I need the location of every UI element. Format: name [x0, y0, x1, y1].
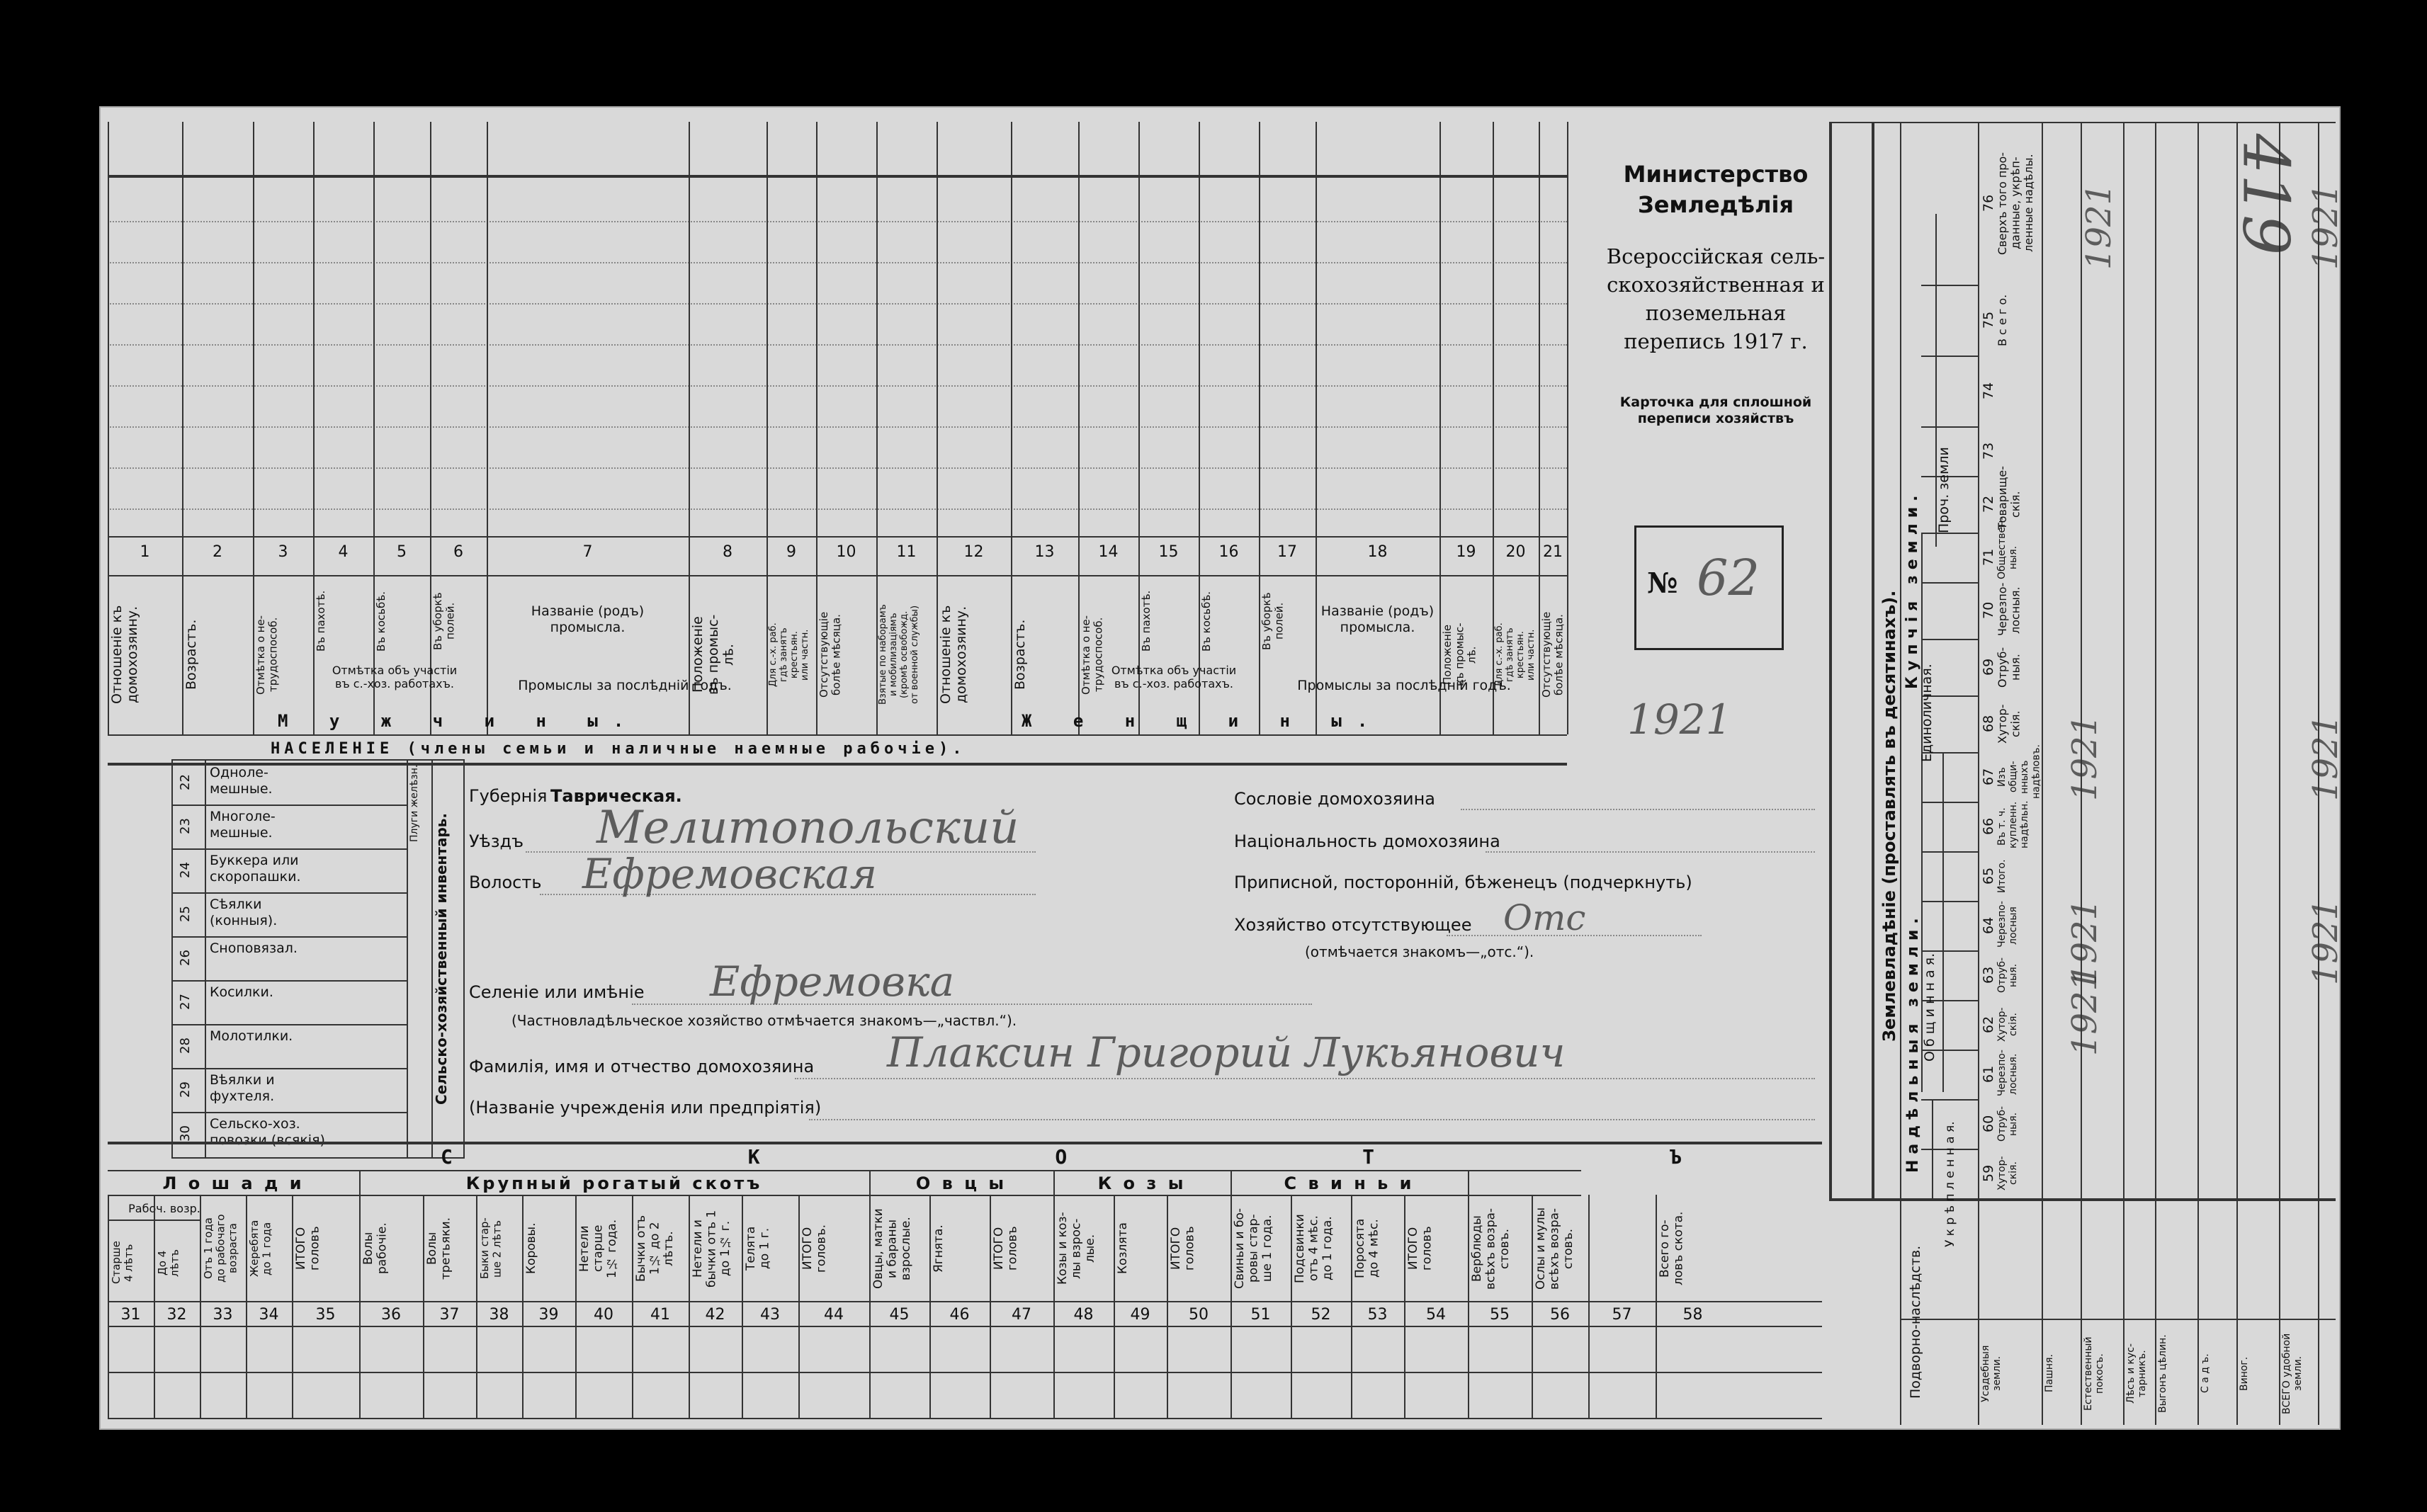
fields-area	[469, 766, 1829, 1149]
census-title: Всероссійская сель- скохозяйственная и поземельная перепись 1917 г.	[1606, 244, 1826, 354]
col-header: Названіе (родъ) промысла.	[531, 603, 645, 635]
uezd-value: Мелитопольский	[596, 802, 1019, 854]
col-header: Бычки отъ 1½ до 2 лѣтъ.	[634, 1215, 677, 1283]
col-header: Старше 4 лѣтъ	[110, 1241, 135, 1285]
col-header: Козлята	[1116, 1222, 1130, 1275]
col-number: 55	[1490, 1306, 1510, 1324]
col-header: Въ косьбѣ.	[375, 591, 387, 652]
livestock-table	[108, 1142, 1822, 1425]
obshch-label: О б щ и н н а я.	[1922, 953, 1937, 1062]
col-number: 65	[1981, 867, 1996, 885]
work-subheader-women: Отмѣтка объ участіи въ с.-хоз. работахъ.	[1111, 664, 1237, 691]
col-header: Въ т. ч. купленн. надѣльн.	[1996, 800, 2031, 848]
pripis-label: Приписной, посторонній, бѣженецъ (подчеркнуть)	[1234, 872, 1692, 892]
otsut-label: Хозяйство отсутствующее	[1234, 915, 1472, 935]
card-type: Карточка для сплошной переписи хозяйствъ	[1619, 394, 1812, 426]
usage-label: Выгонъ цѣлин.	[2157, 1334, 2168, 1413]
col-number: 11	[896, 543, 917, 561]
plow-side-label: Плуги желѣзн.	[409, 764, 420, 842]
rab-line	[108, 1220, 200, 1221]
col-number: 61	[1981, 1065, 1996, 1084]
col-header	[1591, 1198, 1653, 1299]
row-line	[1829, 122, 2336, 123]
col-header: Овцы, матки и бараны взрослые.	[871, 1208, 914, 1289]
col-number: 50	[1189, 1306, 1209, 1324]
inventory-title: Сельско-хозяйственный инвентарь.	[433, 813, 450, 1105]
col-number: 37	[439, 1306, 460, 1324]
kupch-label: Купчія земли.	[1903, 489, 1921, 689]
livestock-group: О в ц ы	[915, 1173, 1007, 1193]
number-value: 62	[1697, 549, 1760, 607]
col-number: 6	[453, 543, 463, 561]
livestock-group: Л о ш а д и	[162, 1173, 305, 1193]
col-header: Отъ 1 года до рабочаго возраста	[202, 1214, 239, 1283]
col-number: 7	[582, 543, 593, 561]
col-header: Въ уборкѣ полей.	[431, 592, 457, 650]
col-header: Изъ общи- нныхъ надѣловъ.	[1996, 744, 2042, 799]
row-line	[108, 467, 1567, 469]
fio-label: Фамилія, имя и отчество домохозяина	[469, 1057, 815, 1076]
col-number: 68	[1981, 715, 1996, 733]
inventory-row-number: 24	[178, 862, 193, 879]
col-header	[1996, 429, 2040, 473]
col-number: 15	[1158, 543, 1179, 561]
usage-label: Лѣсъ и кус- тарникъ.	[2125, 1343, 2149, 1404]
col-number: 5	[397, 543, 407, 561]
ukrepl-label: У к р ѣ п л е н н а я.	[1943, 1121, 1957, 1247]
col-number: 14	[1098, 543, 1119, 561]
otsut-note: (отмѣчается знакомъ—„отс.“).	[1305, 943, 1534, 960]
col-number: 4	[338, 543, 349, 561]
col-number: 34	[259, 1306, 279, 1324]
col-number: 45	[889, 1306, 910, 1324]
col-number: 2	[213, 543, 222, 561]
col-header: Отруб- ныя.	[1996, 647, 2022, 688]
women-label: Ж е н щ и н ы.	[1022, 711, 1384, 731]
inventory-row-label: Одноле- мешные.	[210, 765, 273, 797]
col-number: 1	[140, 543, 150, 561]
col-header	[1996, 358, 2040, 424]
col-number: 57	[1612, 1306, 1632, 1324]
edin-label: Единоличная.	[1919, 664, 1935, 763]
col-number: 39	[538, 1306, 559, 1324]
col-header: Положеніе въ промыс- лѣ.	[1441, 623, 1478, 687]
uezd-label: Уѣздъ	[469, 831, 524, 851]
col-header: Отсутствующіе болѣе мѣсяца.	[818, 611, 843, 698]
col-header: Волы рабочіе.	[361, 1222, 390, 1275]
col-number: 35	[315, 1306, 336, 1324]
col-number: 52	[1311, 1306, 1331, 1324]
row-line	[108, 508, 1567, 510]
soslovie-label: Сословіе домохозяина	[1234, 789, 1436, 809]
col-number: 40	[594, 1306, 613, 1324]
col-number: 63	[1981, 966, 1996, 984]
proch-label: Проч. земли	[1936, 447, 1952, 533]
col-header: Положеніе въ промыс- лѣ.	[690, 614, 737, 695]
col-number: 73	[1981, 442, 1996, 460]
nats-label: Національность домохозяина	[1234, 831, 1500, 851]
col-header: Для с.-х. раб. гдѣ занятъ крестьян. или частн.	[1494, 623, 1537, 687]
population-table	[108, 122, 1567, 759]
land-hand-value: 1921	[2306, 714, 2346, 802]
inventory-row-label: Вѣялки и фухтеля.	[210, 1072, 275, 1104]
row-line	[173, 936, 407, 938]
col-number: 20	[1505, 543, 1526, 561]
col-number: 48	[1073, 1306, 1094, 1324]
inventory-row-label: Молотилки.	[210, 1028, 293, 1044]
col-header: Для с.-х. раб. гдѣ занятъ крестьян. или частн.	[768, 623, 810, 687]
usage-label: Естественный покосъ.	[2083, 1336, 2106, 1411]
col-number: 49	[1130, 1306, 1150, 1324]
col-number: 10	[836, 543, 856, 561]
row-line	[173, 1024, 407, 1025]
rab-vozr-label: Рабоч. возр.	[128, 1202, 200, 1215]
col-header: Козы и коз- лы взрос- лые.	[1056, 1212, 1098, 1285]
col-number: 8	[723, 543, 732, 561]
row-line	[108, 221, 1567, 222]
inventory-row-label: Сноповязал.	[210, 940, 298, 956]
col-number: 16	[1218, 543, 1239, 561]
row-line	[1921, 582, 1978, 584]
col-number: 33	[213, 1306, 233, 1324]
inventory-row-label: Сѣялки (конныя).	[210, 897, 278, 928]
col-number: 42	[705, 1306, 725, 1324]
row-line	[108, 303, 1567, 305]
inventory-row-number: 28	[178, 1038, 193, 1055]
col-header: Итого.	[1996, 859, 2008, 893]
inventory-row-label: Многоле- мешные.	[210, 809, 276, 841]
row-line	[173, 1112, 407, 1113]
col-header: Товарище- скія.	[1996, 465, 2022, 530]
land-hand-value: 1921	[2065, 714, 2105, 802]
land-hand-value: 1921	[2306, 898, 2346, 986]
col-number: 32	[166, 1306, 187, 1324]
col-number: 46	[949, 1306, 970, 1324]
col-header: Взятые по наборамъ и мобилизаціямъ (кромѣ освобожд. от военной службы)	[878, 604, 920, 705]
col-header: Обществен- ныя.	[1996, 516, 2020, 579]
inventory-row-label: Буккера или скоропашки.	[210, 853, 301, 885]
number-box	[1634, 525, 1784, 650]
fio-value: Плаксин Григорий Лукьянович	[887, 1028, 1566, 1076]
col-header: Въ уборкѣ полей.	[1260, 592, 1286, 650]
col-header: Нетели и бычки отъ 1 до 1½ г.	[691, 1210, 733, 1288]
selenie-note: (Частновладѣльческое хозяйство отмѣчается знакомъ—„частвл.“).	[511, 1012, 1017, 1029]
men-label: М у ж ч и н ы.	[278, 711, 640, 731]
col-header: Ослы и мулы всѣхъ возра- стовъ.	[1534, 1207, 1576, 1290]
census-card	[99, 106, 2346, 1430]
col-header: До 4 лѣтъ	[156, 1249, 181, 1277]
col-number: 71	[1981, 548, 1996, 567]
col-number: 36	[381, 1306, 401, 1324]
col-header: Возрастъ.	[1012, 619, 1028, 690]
col-header: Телята до 1 г.	[744, 1226, 772, 1271]
inventory-table	[171, 759, 465, 1159]
inventory-row-label: Косилки.	[210, 984, 273, 1000]
col-header: Сверхъ того про- данные, укрѣп- ленные надѣлы.	[1996, 152, 2035, 255]
row-line	[108, 426, 1567, 428]
col-number: 31	[120, 1306, 141, 1324]
col-number: 9	[786, 543, 796, 561]
guberniya-label: Губернія	[469, 786, 548, 806]
land-table	[1829, 122, 2346, 1425]
col-number: 60	[1981, 1115, 1996, 1133]
col-header: Коровы.	[524, 1222, 538, 1275]
selenie-label: Селеніе или имѣніе	[469, 982, 645, 1002]
col-header: Отсутствующіе болѣе мѣсяца.	[1540, 611, 1566, 698]
trade-subheader-men: Промыслы за послѣдній годъ.	[518, 678, 732, 693]
usage-label: Виног.	[2239, 1356, 2250, 1391]
inventory-row-number: 29	[178, 1081, 193, 1098]
usage-label: С а д ъ.	[2200, 1353, 2211, 1394]
col-header: Черезпо- лосныя.	[1996, 582, 2022, 636]
land-hand-value: 1921	[2065, 898, 2105, 986]
col-header: Волы третьяки.	[425, 1217, 453, 1280]
col-number: 38	[489, 1306, 509, 1324]
row-line	[108, 344, 1567, 346]
col-number: 43	[760, 1306, 780, 1324]
inventory-row-label: Сельско-хоз. повозки (всякія)	[210, 1116, 325, 1148]
number-label: №	[1647, 567, 1678, 600]
col-header: ИТОГО головъ	[294, 1226, 322, 1271]
col-number: 3	[278, 543, 288, 561]
row-line	[1921, 639, 1978, 640]
col-header: Въ косьбѣ.	[1200, 591, 1213, 652]
usage-label: Усадебныя земли.	[1980, 1345, 2003, 1402]
col-number: 51	[1250, 1306, 1271, 1324]
row-line	[173, 848, 407, 850]
row-line	[1921, 802, 1978, 803]
col-number: 67	[1981, 768, 1996, 786]
row-line	[108, 385, 1567, 387]
col-header: Въ пахотѣ.	[1140, 590, 1153, 652]
col-line	[487, 122, 488, 734]
row-line	[1921, 851, 1978, 853]
col-header: Свиньи и бо- ровы стар- ше 1 года.	[1233, 1208, 1275, 1289]
row-line	[173, 1068, 407, 1069]
col-number: 12	[963, 543, 984, 561]
col-header: ИТОГО головъ	[1406, 1226, 1435, 1271]
livestock-group: К о з ы	[1097, 1173, 1187, 1193]
volost-value: Ефремовская	[582, 850, 878, 898]
col-header: Быки стар- ше 2 лѣтъ	[478, 1217, 504, 1280]
col-number: 17	[1277, 543, 1297, 561]
work-subheader-men: Отмѣтка объ участіи въ с.-хоз. работахъ.	[332, 664, 458, 691]
col-line	[1316, 122, 1317, 734]
usage-label: ВСЕГО удобной земли.	[2281, 1333, 2304, 1414]
otsut-value: Отс	[1503, 897, 1586, 938]
col-number: 62	[1981, 1016, 1996, 1034]
col-number: 69	[1981, 658, 1996, 676]
col-number: 64	[1981, 916, 1996, 935]
col-header: Отношеніе къ домохозяину.	[938, 605, 969, 705]
col-line	[1567, 122, 1568, 734]
inventory-row-number: 23	[178, 818, 193, 835]
col-number: 13	[1034, 543, 1055, 561]
nadel-label: Надѣльныя земли.	[1904, 912, 1922, 1173]
col-number: 41	[650, 1306, 670, 1324]
col-number: 72	[1981, 495, 1996, 513]
col-number: 54	[1426, 1306, 1446, 1324]
col-header: Нетели старше 1½ года.	[577, 1219, 620, 1278]
col-header: Отруб- ныя.	[1996, 1105, 2020, 1142]
year-handwritten: 1921	[1627, 695, 1732, 744]
trade-subheader-women: Промыслы за послѣдній годъ.	[1297, 678, 1511, 693]
col-number: 18	[1367, 543, 1388, 561]
livestock-group: С в и н ь и	[1284, 1173, 1415, 1193]
col-header: Отмѣтка о не- трудоспособ.	[254, 615, 280, 695]
row-line	[1921, 426, 1978, 428]
col-number: 44	[824, 1306, 844, 1324]
col-header: ИТОГО головъ	[1169, 1226, 1197, 1271]
stamp-number: 419	[2228, 133, 2303, 256]
col-header: Хутор- скія.	[1996, 1007, 2020, 1042]
col-header: Жеребята до 1 года	[248, 1220, 273, 1278]
col-header: ИТОГО головъ.	[800, 1224, 829, 1273]
org-label: (Названіе учрежденія или предпріятія)	[469, 1098, 822, 1118]
col-number: 70	[1981, 601, 1996, 620]
col-number: 75	[1981, 311, 1996, 329]
land-hand-value: 1921	[2079, 183, 2120, 271]
col-number: 76	[1981, 194, 1996, 212]
row-line	[173, 980, 407, 982]
inventory-row-number: 30	[178, 1125, 193, 1142]
usage-label: Пашня.	[2044, 1354, 2055, 1393]
row-line	[108, 262, 1567, 263]
livestock-banner: С К О Т Ъ	[441, 1145, 1823, 1169]
col-number: 74	[1981, 382, 1996, 400]
land-hand-value: 1921	[2306, 183, 2346, 271]
inventory-row-number: 22	[178, 774, 193, 791]
row-line	[1921, 285, 1978, 286]
col-header: Хутор- скія.	[1996, 1156, 2020, 1191]
volost-label: Волость	[469, 872, 542, 892]
land-banner: Землевладѣніе (проставлять въ десятинахъ).	[1879, 590, 1899, 1042]
inventory-row-number: 25	[178, 906, 193, 923]
col-number: 21	[1543, 543, 1563, 561]
col-header: Возрастъ.	[183, 619, 199, 690]
col-number: 56	[1550, 1306, 1570, 1324]
col-number: 53	[1367, 1306, 1388, 1324]
col-header: Верблюды всѣхъ возра- стовъ.	[1470, 1207, 1512, 1290]
col-header: Ягнята.	[932, 1224, 946, 1273]
col-header: ИТОГО головъ	[992, 1226, 1020, 1271]
col-header: Черезпо- лосныя	[1996, 901, 2020, 948]
row-line	[1900, 1319, 2336, 1320]
ministry-title-2: Земледѣлія	[1637, 191, 1794, 218]
guberniya-value: Таврическая.	[550, 786, 682, 806]
livestock-group: Крупный рогатый скотъ	[465, 1173, 763, 1193]
row-line	[1921, 356, 1978, 357]
col-header: Поросята до 4 мѣс.	[1353, 1218, 1381, 1279]
col-header: Черезпо- лосныя.	[1996, 1050, 2020, 1096]
col-header: Отмѣтка о не- трудоспособ.	[1080, 615, 1105, 695]
col-header: Всего го- ловъ скота.	[1658, 1211, 1686, 1286]
col-header: Въ пахотѣ.	[315, 590, 327, 652]
col-number: 47	[1012, 1306, 1031, 1324]
col-header: В с е г о.	[1996, 294, 2009, 346]
col-number: 59	[1981, 1164, 1996, 1183]
inventory-row-number: 26	[178, 950, 193, 967]
col-header: Отношеніе къ домохозяину.	[109, 605, 140, 705]
land-hand-value: 1921	[2065, 969, 2105, 1057]
col-number: 19	[1456, 543, 1476, 561]
population-banner: НАСЕЛЕНІЕ (члены семьи и наличные наемные рабочіе).	[271, 740, 966, 758]
col-header: Отруб- ныя.	[1996, 957, 2020, 994]
col-number: 58	[1682, 1306, 1703, 1324]
col-number: 66	[1981, 817, 1996, 836]
row-line	[173, 805, 407, 806]
podvor-label: Подворно-наслѣдств.	[1908, 1245, 1923, 1399]
selenie-value: Ефремовка	[710, 957, 955, 1006]
inventory-row-number: 27	[178, 994, 193, 1011]
col-header: Подсвинки отъ 4 мѣс. до 1 года.	[1293, 1214, 1335, 1283]
row-line	[173, 892, 407, 894]
col-header: Названіе (родъ) промысла.	[1320, 603, 1435, 635]
ministry-title: Министерство	[1623, 161, 1809, 188]
col-header: Хутор- скія.	[1996, 704, 2022, 744]
row-line	[1921, 901, 1978, 902]
